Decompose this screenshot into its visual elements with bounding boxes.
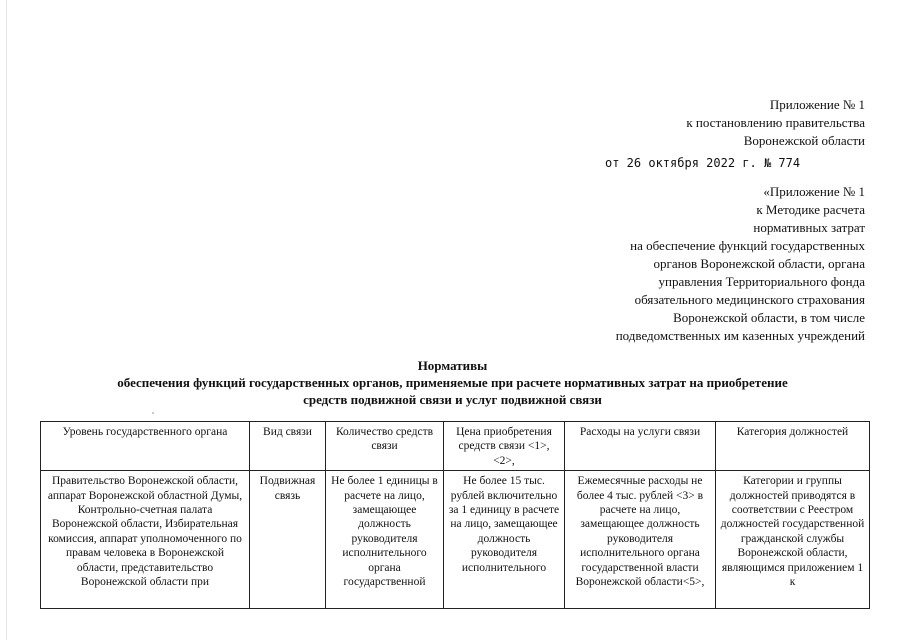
appendix-line-2: к Методике расчета	[756, 202, 865, 217]
title-line-1: Нормативы	[417, 358, 488, 373]
header-line-2: к постановлению правительства	[686, 115, 865, 130]
scan-edge-line	[6, 0, 7, 640]
appendix-line-7: обязательного медицинского страхования	[634, 292, 865, 307]
cell-service-costs: Ежемесячные расходы не более 4 тыс. рублей <3> в расчете на лицо, замещающее должность руководителя исполнительного органа государственной власти Воронежской области<5>,	[565, 471, 716, 609]
appendix-line-9: подведомственных им казенных учреждений	[615, 328, 865, 343]
appendix-line-4: на обеспечение функций государственных	[630, 238, 865, 253]
cell-device-count: Не более 1 единицы в расчете на лицо, замещающее должность руководителя исполнительного органа государственной	[326, 471, 444, 609]
table-header-row	[41, 422, 870, 471]
appendix-line-3: нормативных затрат	[753, 220, 865, 235]
header-service-costs: Расходы на услуги связи	[565, 422, 716, 471]
header-connection-type: Вид связи	[250, 422, 326, 471]
header-device-price: Цена приобретения средств связи <1>, <2>,	[444, 422, 565, 471]
cell-org-level: Правительство Воронежской области, аппарат Воронежской областной Думы, Контрольно-счетная палата Воронежской области, Избирательная комиссия, аппарат уполномоченного по правам человека в Воронежской области, представительство Воронежской области при	[41, 471, 250, 609]
header-line-1: Приложение № 1	[769, 97, 865, 112]
cell-position-category: Категории и группы должностей приводятся в соответствии с Реестром должностей государственной гражданской службы Воронежской области, являющимся приложением 1 к	[716, 471, 870, 609]
appendix-line-5: органов Воронежской области, органа	[653, 256, 865, 271]
appendix-line-8: Воронежской области, в том числе	[673, 310, 865, 325]
header-line-3: Воронежской области	[743, 133, 865, 148]
appendix-line-1: «Приложение № 1	[763, 184, 865, 199]
header-position-category: Категория должностей	[716, 422, 870, 471]
title-line-2: обеспечения функций государственных органов, применяемые при расчете нормативных затрат на приобретение	[117, 375, 788, 390]
appendix-line-6: управления Территориального фонда	[658, 274, 865, 289]
header-device-count: Количество средств связи	[326, 422, 444, 471]
header-org-level: Уровень государственного органа	[41, 422, 250, 471]
cell-connection-type: Подвижная связь	[250, 471, 326, 609]
decree-date-line: от 26 октября 2022 г. № 774	[605, 156, 801, 170]
table-row	[41, 471, 870, 609]
title-line-3: средств подвижной связи и услуг подвижной связи	[303, 392, 602, 407]
scan-speck	[152, 412, 154, 414]
norms-table	[40, 421, 870, 609]
cell-device-price: Не более 15 тыс. рублей включительно за 1 единицу в расчете на лицо, замещающее должность руководителя исполнительного	[444, 471, 565, 609]
